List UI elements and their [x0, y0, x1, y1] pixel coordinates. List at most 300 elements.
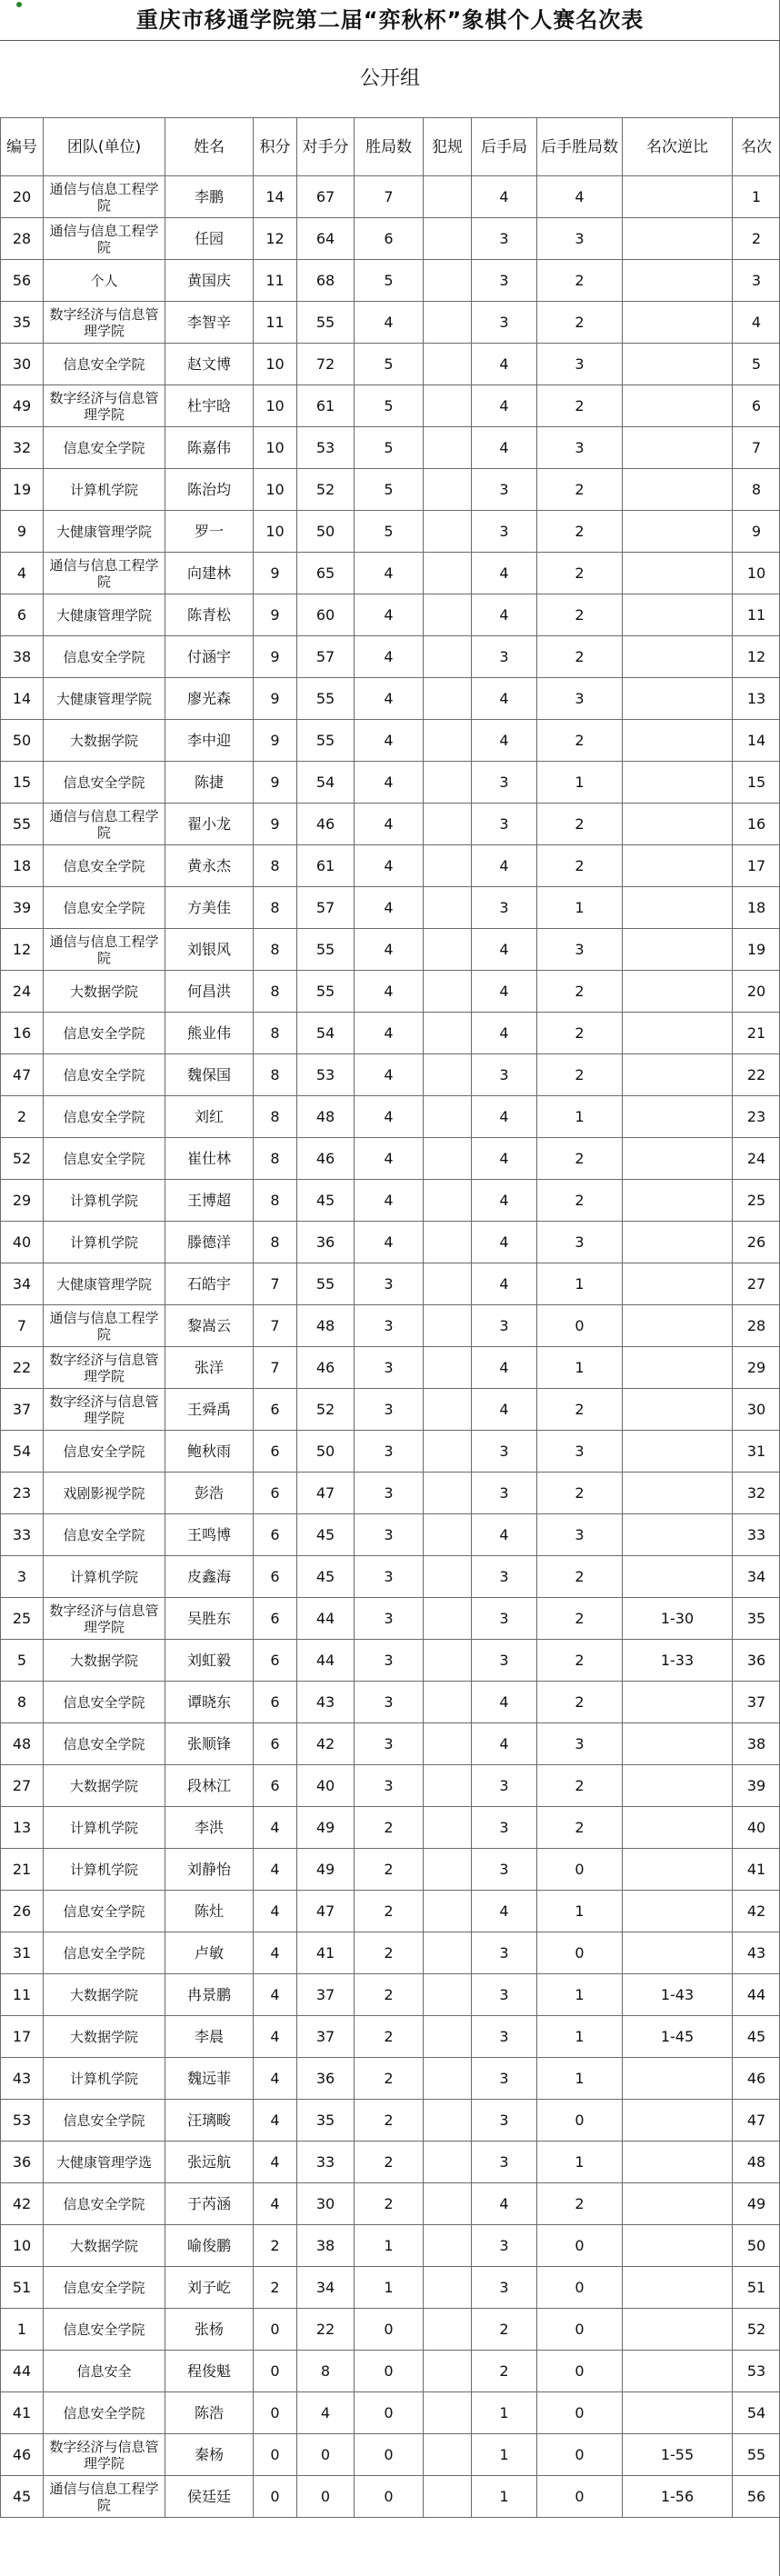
cell-points: 6	[254, 1514, 297, 1556]
cell-reverse-rank	[623, 511, 733, 553]
cell-second-move-wins: 2	[537, 1473, 623, 1514]
cell-second-move-games: 4	[472, 1096, 537, 1138]
cell-opponent-score: 0	[297, 2434, 355, 2476]
cell-second-move-wins: 2	[537, 1054, 623, 1096]
cell-opponent-score: 53	[297, 427, 355, 469]
cell-wins: 4	[355, 929, 424, 971]
cell-second-move-wins: 3	[537, 1723, 623, 1765]
cell-wins: 4	[355, 887, 424, 929]
cell-wins: 3	[355, 1640, 424, 1682]
cell-rank: 29	[733, 1347, 780, 1389]
cell-number: 19	[1, 469, 44, 511]
cell-points: 6	[254, 1682, 297, 1723]
cell-reverse-rank: 1-45	[623, 2016, 733, 2058]
cell-name: 杜宇晗	[165, 385, 254, 427]
cell-reverse-rank	[623, 1556, 733, 1598]
cell-number: 49	[1, 385, 44, 427]
cell-team: 信息安全学院	[44, 2392, 165, 2434]
cell-wins: 3	[355, 1431, 424, 1473]
cell-points: 11	[254, 302, 297, 344]
corner-mark	[16, 2, 22, 7]
cell-wins: 3	[355, 1765, 424, 1807]
table-row	[1, 2476, 780, 2518]
cell-second-move-wins: 3	[537, 1222, 623, 1263]
cell-team: 大健康管理学院	[44, 511, 165, 553]
cell-rank: 21	[733, 1013, 780, 1054]
cell-team: 信息安全	[44, 2351, 165, 2392]
table-row	[1, 1849, 780, 1891]
cell-wins: 1	[355, 2225, 424, 2267]
cell-second-move-games: 4	[472, 176, 537, 218]
cell-wins: 0	[355, 2476, 424, 2518]
table-row	[1, 804, 780, 845]
cell-rank: 26	[733, 1222, 780, 1263]
cell-fouls	[424, 887, 472, 929]
col-header-second-move-wins: 后手胜局数	[537, 118, 623, 176]
cell-reverse-rank	[623, 218, 733, 260]
table-row	[1, 511, 780, 553]
cell-second-move-wins: 0	[537, 1932, 623, 1974]
table-row	[1, 1389, 780, 1431]
cell-wins: 3	[355, 1473, 424, 1514]
cell-second-move-games: 3	[472, 1849, 537, 1891]
cell-opponent-score: 52	[297, 1389, 355, 1431]
cell-second-move-wins: 2	[537, 553, 623, 594]
cell-opponent-score: 45	[297, 1514, 355, 1556]
cell-second-move-games: 4	[472, 1682, 537, 1723]
cell-rank: 49	[733, 2183, 780, 2225]
cell-wins: 5	[355, 260, 424, 302]
cell-reverse-rank	[623, 1431, 733, 1473]
table-row	[1, 971, 780, 1013]
cell-fouls	[424, 2476, 472, 2518]
cell-name: 陈浩	[165, 2392, 254, 2434]
col-header-rank: 名次	[733, 118, 780, 176]
cell-team: 数字经济与信息管理学院	[44, 385, 165, 427]
cell-reverse-rank	[623, 1514, 733, 1556]
cell-number: 39	[1, 887, 44, 929]
cell-team: 计算机学院	[44, 1556, 165, 1598]
cell-wins: 2	[355, 2016, 424, 2058]
cell-fouls	[424, 1640, 472, 1682]
cell-rank: 46	[733, 2058, 780, 2100]
cell-team: 信息安全学院	[44, 1054, 165, 1096]
cell-number: 13	[1, 1807, 44, 1849]
table-row	[1, 385, 780, 427]
table-row	[1, 1640, 780, 1682]
cell-opponent-score: 61	[297, 845, 355, 887]
cell-second-move-games: 4	[472, 1013, 537, 1054]
cell-name: 廖光森	[165, 678, 254, 720]
cell-name: 程俊魁	[165, 2351, 254, 2392]
cell-points: 8	[254, 971, 297, 1013]
cell-second-move-games: 4	[472, 678, 537, 720]
col-header-second-move-games: 后手局	[472, 118, 537, 176]
cell-name: 魏远菲	[165, 2058, 254, 2100]
cell-name: 黎嵩云	[165, 1305, 254, 1347]
cell-rank: 16	[733, 804, 780, 845]
cell-second-move-games: 3	[472, 1932, 537, 1974]
cell-second-move-games: 3	[472, 218, 537, 260]
cell-points: 8	[254, 1138, 297, 1180]
table-row	[1, 1598, 780, 1640]
cell-reverse-rank	[623, 2225, 733, 2267]
cell-points: 12	[254, 218, 297, 260]
cell-rank: 32	[733, 1473, 780, 1514]
cell-name: 何昌洪	[165, 971, 254, 1013]
cell-name: 方美佳	[165, 887, 254, 929]
cell-second-move-wins: 2	[537, 1640, 623, 1682]
cell-reverse-rank	[623, 1180, 733, 1222]
cell-rank: 54	[733, 2392, 780, 2434]
cell-points: 4	[254, 2100, 297, 2142]
cell-second-move-games: 4	[472, 427, 537, 469]
cell-team: 大数据学院	[44, 1974, 165, 2016]
cell-second-move-wins: 2	[537, 1389, 623, 1431]
cell-wins: 4	[355, 720, 424, 762]
cell-reverse-rank	[623, 762, 733, 804]
cell-team: 通信与信息工程学院	[44, 553, 165, 594]
cell-rank: 15	[733, 762, 780, 804]
table-row	[1, 1431, 780, 1473]
cell-opponent-score: 38	[297, 2225, 355, 2267]
cell-fouls	[424, 2309, 472, 2351]
cell-fouls	[424, 1013, 472, 1054]
cell-name: 张杨	[165, 2309, 254, 2351]
cell-second-move-games: 1	[472, 2392, 537, 2434]
cell-opponent-score: 47	[297, 1891, 355, 1932]
table-row	[1, 2142, 780, 2183]
cell-number: 30	[1, 344, 44, 385]
cell-second-move-games: 3	[472, 762, 537, 804]
cell-second-move-games: 4	[472, 1180, 537, 1222]
cell-number: 41	[1, 2392, 44, 2434]
cell-name: 陈捷	[165, 762, 254, 804]
cell-name: 李中迎	[165, 720, 254, 762]
cell-fouls	[424, 344, 472, 385]
cell-second-move-wins: 3	[537, 678, 623, 720]
cell-points: 8	[254, 929, 297, 971]
cell-team: 信息安全学院	[44, 1891, 165, 1932]
table-row	[1, 887, 780, 929]
table-row	[1, 260, 780, 302]
cell-number: 44	[1, 2351, 44, 2392]
cell-fouls	[424, 1849, 472, 1891]
cell-points: 8	[254, 1096, 297, 1138]
cell-team: 大数据学院	[44, 1765, 165, 1807]
cell-number: 6	[1, 594, 44, 636]
cell-second-move-wins: 3	[537, 929, 623, 971]
cell-points: 4	[254, 2183, 297, 2225]
cell-name: 汪璃畯	[165, 2100, 254, 2142]
cell-number: 3	[1, 1556, 44, 1598]
cell-reverse-rank	[623, 1807, 733, 1849]
cell-second-move-games: 4	[472, 1222, 537, 1263]
cell-wins: 3	[355, 1723, 424, 1765]
cell-number: 34	[1, 1263, 44, 1305]
cell-rank: 35	[733, 1598, 780, 1640]
cell-rank: 24	[733, 1138, 780, 1180]
cell-fouls	[424, 176, 472, 218]
cell-team: 大数据学院	[44, 971, 165, 1013]
table-row	[1, 302, 780, 344]
cell-rank: 14	[733, 720, 780, 762]
cell-second-move-wins: 0	[537, 2225, 623, 2267]
cell-reverse-rank	[623, 2392, 733, 2434]
cell-name: 陈灶	[165, 1891, 254, 1932]
cell-reverse-rank	[623, 1138, 733, 1180]
cell-name: 李智辛	[165, 302, 254, 344]
table-row	[1, 1305, 780, 1347]
table-row	[1, 1096, 780, 1138]
cell-points: 9	[254, 678, 297, 720]
cell-fouls	[424, 427, 472, 469]
cell-points: 9	[254, 762, 297, 804]
cell-fouls	[424, 845, 472, 887]
cell-number: 56	[1, 260, 44, 302]
table-row	[1, 176, 780, 218]
cell-rank: 34	[733, 1556, 780, 1598]
cell-number: 46	[1, 2434, 44, 2476]
cell-reverse-rank: 1-33	[623, 1640, 733, 1682]
cell-number: 12	[1, 929, 44, 971]
cell-points: 7	[254, 1305, 297, 1347]
cell-name: 熊业伟	[165, 1013, 254, 1054]
cell-name: 鲍秋雨	[165, 1431, 254, 1473]
cell-wins: 4	[355, 845, 424, 887]
cell-rank: 27	[733, 1263, 780, 1305]
cell-points: 2	[254, 2267, 297, 2309]
cell-second-move-games: 2	[472, 2351, 537, 2392]
cell-second-move-wins: 2	[537, 1682, 623, 1723]
cell-number: 47	[1, 1054, 44, 1096]
cell-opponent-score: 37	[297, 1974, 355, 2016]
cell-wins: 4	[355, 762, 424, 804]
table-row	[1, 1682, 780, 1723]
cell-team: 通信与信息工程学院	[44, 2476, 165, 2518]
cell-wins: 3	[355, 1263, 424, 1305]
cell-reverse-rank	[623, 176, 733, 218]
cell-fouls	[424, 971, 472, 1013]
cell-name: 刘静怡	[165, 1849, 254, 1891]
cell-number: 25	[1, 1598, 44, 1640]
cell-second-move-games: 3	[472, 1305, 537, 1347]
cell-team: 大数据学院	[44, 2016, 165, 2058]
table-row	[1, 1013, 780, 1054]
cell-name: 吴胜东	[165, 1598, 254, 1640]
table-row	[1, 2434, 780, 2476]
cell-wins: 6	[355, 218, 424, 260]
cell-second-move-wins: 2	[537, 971, 623, 1013]
cell-name: 刘子屹	[165, 2267, 254, 2309]
cell-second-move-wins: 2	[537, 511, 623, 553]
table-row	[1, 845, 780, 887]
cell-wins: 4	[355, 1180, 424, 1222]
cell-opponent-score: 54	[297, 1013, 355, 1054]
cell-second-move-games: 3	[472, 511, 537, 553]
cell-points: 7	[254, 1347, 297, 1389]
cell-points: 8	[254, 887, 297, 929]
cell-second-move-wins: 1	[537, 2016, 623, 2058]
cell-points: 0	[254, 2309, 297, 2351]
cell-name: 侯廷廷	[165, 2476, 254, 2518]
cell-fouls	[424, 218, 472, 260]
cell-name: 于芮涵	[165, 2183, 254, 2225]
cell-second-move-wins: 1	[537, 1096, 623, 1138]
cell-number: 55	[1, 804, 44, 845]
table-row	[1, 762, 780, 804]
cell-second-move-games: 3	[472, 1640, 537, 1682]
cell-name: 秦杨	[165, 2434, 254, 2476]
table-row	[1, 929, 780, 971]
cell-wins: 4	[355, 1054, 424, 1096]
cell-fouls	[424, 553, 472, 594]
cell-opponent-score: 49	[297, 1849, 355, 1891]
cell-fouls	[424, 1431, 472, 1473]
cell-team: 信息安全学院	[44, 1013, 165, 1054]
cell-second-move-wins: 0	[537, 2392, 623, 2434]
cell-points: 4	[254, 2142, 297, 2183]
cell-second-move-games: 3	[472, 636, 537, 678]
cell-number: 37	[1, 1389, 44, 1431]
cell-second-move-games: 3	[472, 469, 537, 511]
cell-second-move-wins: 2	[537, 385, 623, 427]
cell-fouls	[424, 2016, 472, 2058]
cell-second-move-games: 4	[472, 1514, 537, 1556]
cell-team: 信息安全学院	[44, 1723, 165, 1765]
cell-second-move-wins: 2	[537, 1807, 623, 1849]
table-row	[1, 678, 780, 720]
cell-name: 喻俊鹏	[165, 2225, 254, 2267]
cell-opponent-score: 65	[297, 553, 355, 594]
cell-reverse-rank	[623, 1305, 733, 1347]
cell-opponent-score: 60	[297, 594, 355, 636]
cell-team: 通信与信息工程学院	[44, 804, 165, 845]
table-row	[1, 1514, 780, 1556]
cell-reverse-rank	[623, 845, 733, 887]
cell-second-move-wins: 2	[537, 720, 623, 762]
cell-rank: 10	[733, 553, 780, 594]
cell-wins: 2	[355, 1849, 424, 1891]
cell-number: 51	[1, 2267, 44, 2309]
cell-reverse-rank	[623, 2309, 733, 2351]
cell-second-move-games: 3	[472, 302, 537, 344]
cell-rank: 28	[733, 1305, 780, 1347]
cell-name: 谭晓东	[165, 1682, 254, 1723]
cell-points: 10	[254, 511, 297, 553]
cell-opponent-score: 67	[297, 176, 355, 218]
cell-second-move-wins: 1	[537, 1347, 623, 1389]
table-row	[1, 1180, 780, 1222]
cell-second-move-wins: 2	[537, 469, 623, 511]
cell-second-move-wins: 1	[537, 2142, 623, 2183]
cell-reverse-rank	[623, 2142, 733, 2183]
table-row	[1, 1263, 780, 1305]
cell-points: 10	[254, 427, 297, 469]
cell-reverse-rank	[623, 1473, 733, 1514]
cell-team: 信息安全学院	[44, 887, 165, 929]
cell-name: 段林江	[165, 1765, 254, 1807]
cell-name: 向建林	[165, 553, 254, 594]
table-row	[1, 2183, 780, 2225]
cell-number: 26	[1, 1891, 44, 1932]
cell-reverse-rank	[623, 1932, 733, 1974]
cell-second-move-games: 4	[472, 1138, 537, 1180]
cell-wins: 4	[355, 636, 424, 678]
cell-second-move-games: 1	[472, 2434, 537, 2476]
cell-name: 魏保国	[165, 1054, 254, 1096]
cell-team: 通信与信息工程学院	[44, 218, 165, 260]
cell-number: 10	[1, 2225, 44, 2267]
cell-name: 张洋	[165, 1347, 254, 1389]
table-row	[1, 2392, 780, 2434]
cell-second-move-wins: 0	[537, 2434, 623, 2476]
cell-second-move-wins: 0	[537, 1849, 623, 1891]
cell-name: 刘红	[165, 1096, 254, 1138]
col-header-team: 团队(单位)	[44, 118, 165, 176]
cell-team: 大健康管理学选	[44, 2142, 165, 2183]
cell-wins: 4	[355, 594, 424, 636]
table-body	[1, 176, 780, 2518]
cell-team: 通信与信息工程学院	[44, 1305, 165, 1347]
cell-opponent-score: 53	[297, 1054, 355, 1096]
cell-second-move-wins: 2	[537, 1138, 623, 1180]
cell-team: 信息安全学院	[44, 1096, 165, 1138]
cell-wins: 4	[355, 302, 424, 344]
cell-second-move-wins: 2	[537, 1013, 623, 1054]
cell-reverse-rank	[623, 804, 733, 845]
cell-second-move-games: 3	[472, 2058, 537, 2100]
cell-team: 信息安全学院	[44, 2267, 165, 2309]
cell-rank: 36	[733, 1640, 780, 1682]
cell-second-move-games: 1	[472, 2476, 537, 2518]
cell-team: 信息安全学院	[44, 2183, 165, 2225]
cell-fouls	[424, 1473, 472, 1514]
cell-points: 6	[254, 1389, 297, 1431]
cell-fouls	[424, 1514, 472, 1556]
cell-second-move-wins: 0	[537, 1305, 623, 1347]
cell-fouls	[424, 1305, 472, 1347]
cell-wins: 4	[355, 1013, 424, 1054]
cell-wins: 2	[355, 1807, 424, 1849]
cell-wins: 2	[355, 2142, 424, 2183]
cell-fouls	[424, 2058, 472, 2100]
cell-points: 4	[254, 1849, 297, 1891]
cell-fouls	[424, 594, 472, 636]
cell-number: 14	[1, 678, 44, 720]
cell-reverse-rank	[623, 636, 733, 678]
cell-wins: 2	[355, 2183, 424, 2225]
cell-number: 28	[1, 218, 44, 260]
cell-reverse-rank	[623, 2267, 733, 2309]
cell-number: 45	[1, 2476, 44, 2518]
cell-rank: 44	[733, 1974, 780, 2016]
cell-second-move-games: 3	[472, 2267, 537, 2309]
table-row	[1, 2225, 780, 2267]
table-row	[1, 1473, 780, 1514]
cell-points: 9	[254, 636, 297, 678]
table-row	[1, 720, 780, 762]
cell-rank: 48	[733, 2142, 780, 2183]
cell-opponent-score: 68	[297, 260, 355, 302]
cell-fouls	[424, 1556, 472, 1598]
cell-number: 31	[1, 1932, 44, 1974]
cell-rank: 30	[733, 1389, 780, 1431]
cell-wins: 0	[355, 2351, 424, 2392]
cell-name: 王博超	[165, 1180, 254, 1222]
cell-fouls	[424, 1765, 472, 1807]
cell-points: 6	[254, 1556, 297, 1598]
